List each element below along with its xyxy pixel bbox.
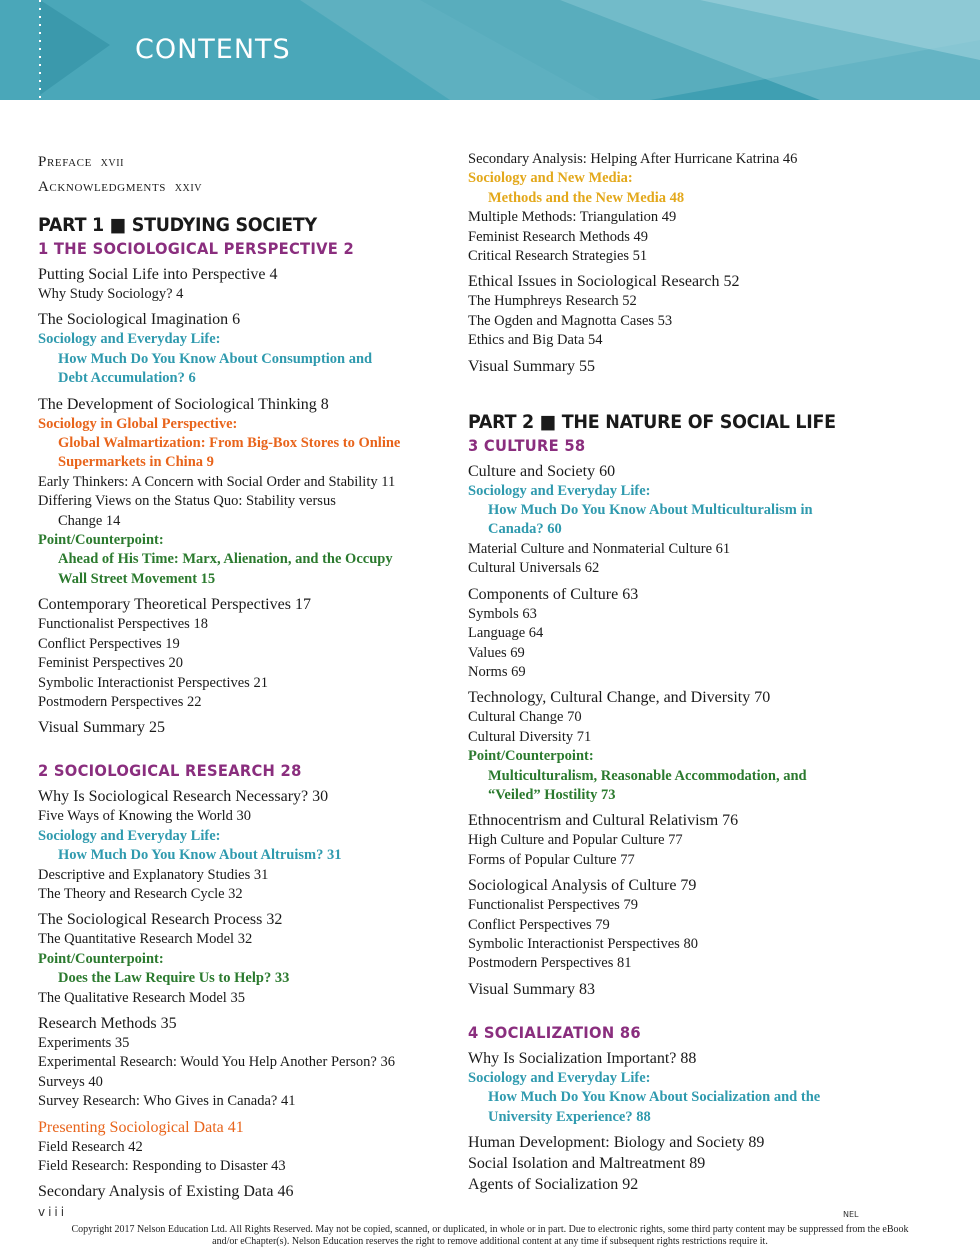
toc-subsection[interactable]: Symbolic Interactionist Perspectives 80	[468, 935, 698, 952]
toc-subsection[interactable]: Cultural Diversity 71	[468, 728, 592, 745]
toc-subsection[interactable]: The Theory and Research Cycle 32	[38, 885, 243, 902]
toc-subsection[interactable]: The Ogden and Magnotta Cases 53	[468, 312, 673, 329]
toc-subsection[interactable]: Cultural Change 70	[468, 709, 582, 726]
toc-subsection[interactable]: Experiments 35	[38, 1034, 130, 1051]
part-heading: PART 2 ■ THE NATURE OF SOCIAL LIFE	[468, 410, 836, 433]
part-heading: PART 1 ■ STUDYING SOCIETY	[38, 214, 317, 236]
toc-subsection[interactable]: Language 64	[468, 625, 544, 642]
feature-box-heading: Point/Counterpoint:	[468, 748, 594, 765]
toc-subsection[interactable]: Differing Views on the Status Quo: Stability versus	[38, 493, 336, 510]
toc-subsection[interactable]: Forms of Popular Culture 77	[468, 851, 635, 868]
toc-subsection[interactable]: Experimental Research: Would You Help Another Person? 36	[38, 1054, 395, 1071]
toc-subsection[interactable]: Field Research: Responding to Disaster 43	[38, 1158, 286, 1174]
feature-box-title[interactable]: Global Walmartization: From Big-Box Stores to Online	[58, 435, 401, 452]
toc-section[interactable]: Ethnocentrism and Cultural Relativism 76	[468, 812, 739, 830]
toc-section[interactable]: Technology, Cultural Change, and Diversity 70	[468, 689, 771, 707]
chapter-heading[interactable]: 3 CULTURE 58	[468, 435, 586, 455]
toc-left-column	[38, 150, 448, 1202]
toc-subsection[interactable]: Functionalist Perspectives 79	[468, 897, 638, 914]
feature-box-title[interactable]: Supermarkets in China 9	[58, 454, 214, 471]
copyright-notice: Copyright 2017 Nelson Education Ltd. All Rights Reserved. May not be copied, scanned, or duplicated, in whole or in part. Due to electronic rights, some third party content may be suppressed from the eBook and/or eChapter(s). Nelson Education reserves the right to remove additional content at any time if subsequent rights restrictions require it.	[71, 1224, 909, 1247]
toc-section[interactable]: Social Isolation and Maltreatment 89	[468, 1155, 706, 1172]
chapter-heading[interactable]: 1 THE SOCIOLOGICAL PERSPECTIVE 2	[38, 239, 355, 258]
toc-subsection[interactable]: Field Research 42	[38, 1138, 143, 1155]
feature-box-title[interactable]: Canada? 60	[488, 521, 562, 538]
toc-subsection[interactable]: Norms 69	[468, 663, 526, 680]
toc-section[interactable]: Sociological Analysis of Culture 79	[468, 877, 697, 895]
toc-subsection[interactable]: Feminist Research Methods 49	[468, 228, 649, 245]
feature-box-heading: Sociology and Everyday Life:	[468, 1069, 651, 1086]
toc-section[interactable]: The Sociological Research Process 32	[38, 911, 283, 929]
publisher-mark: NEL	[843, 1210, 859, 1219]
toc-section[interactable]: Components of Culture 63	[468, 585, 639, 603]
toc-subsection[interactable]: Material Culture and Nonmaterial Culture 61	[468, 540, 731, 557]
feature-box-heading: Point/Counterpoint:	[38, 532, 164, 549]
toc-subsection[interactable]: Change 14	[58, 512, 121, 529]
feature-box-title[interactable]: How Much Do You Know About Altruism? 31	[58, 847, 342, 864]
feature-box-heading: Sociology and New Media:	[468, 170, 633, 187]
toc-section[interactable]: Why Is Socialization Important? 88	[468, 1049, 697, 1067]
toc-subsection[interactable]: Why Study Sociology? 4	[38, 286, 184, 302]
toc-right-column	[468, 150, 868, 1195]
toc-section[interactable]: The Sociological Imagination 6	[38, 311, 241, 329]
toc-subsection[interactable]: Conflict Perspectives 19	[38, 635, 180, 652]
toc-subsection[interactable]: Surveys 40	[38, 1073, 103, 1090]
chapter-heading[interactable]: 2 SOCIOLOGICAL RESEARCH 28	[38, 761, 302, 781]
toc-subsection[interactable]: The Qualitative Research Model 35	[38, 989, 245, 1006]
feature-box-title[interactable]: Presenting Sociological Data 41	[38, 1118, 244, 1136]
toc-section[interactable]: Human Development: Biology and Society 89	[468, 1134, 765, 1151]
contents-banner	[0, 0, 980, 100]
chapter-heading[interactable]: 4 SOCIALIZATION 86	[468, 1022, 641, 1042]
toc-section[interactable]: Culture and Society 60	[468, 462, 616, 480]
toc-subsection[interactable]: Ethics and Big Data 54	[468, 332, 603, 349]
feature-box-title[interactable]: Wall Street Movement 15	[58, 570, 216, 587]
toc-subsection[interactable]: Postmodern Perspectives 22	[38, 693, 202, 710]
toc-section[interactable]: Research Methods 35	[38, 1014, 177, 1032]
toc-subsection[interactable]: Survey Research: Who Gives in Canada? 41	[38, 1093, 296, 1110]
feature-box-title[interactable]: Methods and the New Media 48	[488, 189, 685, 206]
feature-box-heading: Point/Counterpoint:	[38, 950, 164, 967]
toc-subsection[interactable]: Early Thinkers: A Concern with Social Order and Stability 11	[38, 473, 396, 490]
feature-box-title[interactable]: University Experience? 88	[488, 1108, 651, 1125]
toc-section[interactable]: Secondary Analysis of Existing Data 46	[38, 1183, 294, 1201]
toc-subsection[interactable]: Conflict Perspectives 79	[468, 916, 610, 933]
toc-subsection[interactable]: Descriptive and Explanatory Studies 31	[38, 866, 269, 883]
feature-box-heading: Sociology and Everyday Life:	[38, 827, 221, 844]
toc-subsection[interactable]: Feminist Perspectives 20	[38, 655, 183, 672]
page-title: CONTENTS	[135, 34, 291, 65]
toc-section[interactable]: The Development of Sociological Thinking 8	[38, 395, 329, 413]
toc-subsection[interactable]: The Humphreys Research 52	[468, 293, 637, 310]
feature-box-title[interactable]: How Much Do You Know About Socialization and the	[488, 1089, 821, 1106]
toc-subsection[interactable]: Multiple Methods: Triangulation 49	[468, 209, 677, 226]
toc-subsection[interactable]: Cultural Universals 62	[468, 560, 600, 577]
toc-section[interactable]: Visual Summary 25	[38, 719, 166, 737]
toc-subsection[interactable]: Symbols 63	[468, 605, 537, 622]
toc-section[interactable]: Visual Summary 83	[468, 980, 596, 998]
toc-section[interactable]: Ethical Issues in Sociological Research 52	[468, 273, 740, 291]
feature-box-title[interactable]: How Much Do You Know About Consumption and	[58, 350, 373, 367]
toc-subsection[interactable]: Secondary Analysis: Helping After Hurricane Katrina 46	[468, 151, 798, 167]
toc-section[interactable]: Visual Summary 55	[468, 357, 596, 375]
feature-box-heading: Sociology in Global Perspective:	[38, 415, 238, 432]
toc-subsection[interactable]: Critical Research Strategies 51	[468, 248, 648, 265]
feature-box-title[interactable]: Does the Law Require Us to Help? 33	[58, 970, 290, 987]
toc-section[interactable]: Contemporary Theoretical Perspectives 17	[38, 596, 311, 614]
toc-subsection[interactable]: Values 69	[468, 644, 525, 661]
toc-section[interactable]: Agents of Socialization 92	[468, 1176, 639, 1193]
toc-subsection[interactable]: Postmodern Perspectives 81	[468, 955, 632, 972]
feature-box-title[interactable]: Multiculturalism, Reasonable Accommodation, and	[488, 767, 807, 784]
toc-front-item[interactable]: Preface xvii	[38, 154, 125, 170]
toc-subsection[interactable]: The Quantitative Research Model 32	[38, 931, 253, 948]
toc-subsection[interactable]: Five Ways of Knowing the World 30	[38, 808, 252, 825]
toc-front-item[interactable]: Acknowledgments xxiv	[38, 179, 203, 195]
page-number: viii	[38, 1205, 68, 1219]
feature-box-heading: Sociology and Everyday Life:	[38, 331, 221, 348]
feature-box-heading: Sociology and Everyday Life:	[468, 482, 651, 499]
feature-box-title[interactable]: How Much Do You Know About Multiculturalism in	[488, 502, 813, 519]
feature-box-title[interactable]: “Veiled” Hostility 73	[488, 786, 616, 803]
toc-subsection[interactable]: Symbolic Interactionist Perspectives 21	[38, 674, 268, 691]
toc-section[interactable]: Putting Social Life into Perspective 4	[38, 266, 278, 283]
toc-subsection[interactable]: Functionalist Perspectives 18	[38, 616, 208, 633]
feature-box-title[interactable]: Ahead of His Time: Marx, Alienation, and the Occupy	[58, 551, 393, 568]
toc-section[interactable]: Why Is Sociological Research Necessary? 30	[38, 788, 329, 806]
toc-subsection[interactable]: High Culture and Popular Culture 77	[468, 832, 683, 849]
feature-box-title[interactable]: Debt Accumulation? 6	[58, 370, 196, 387]
